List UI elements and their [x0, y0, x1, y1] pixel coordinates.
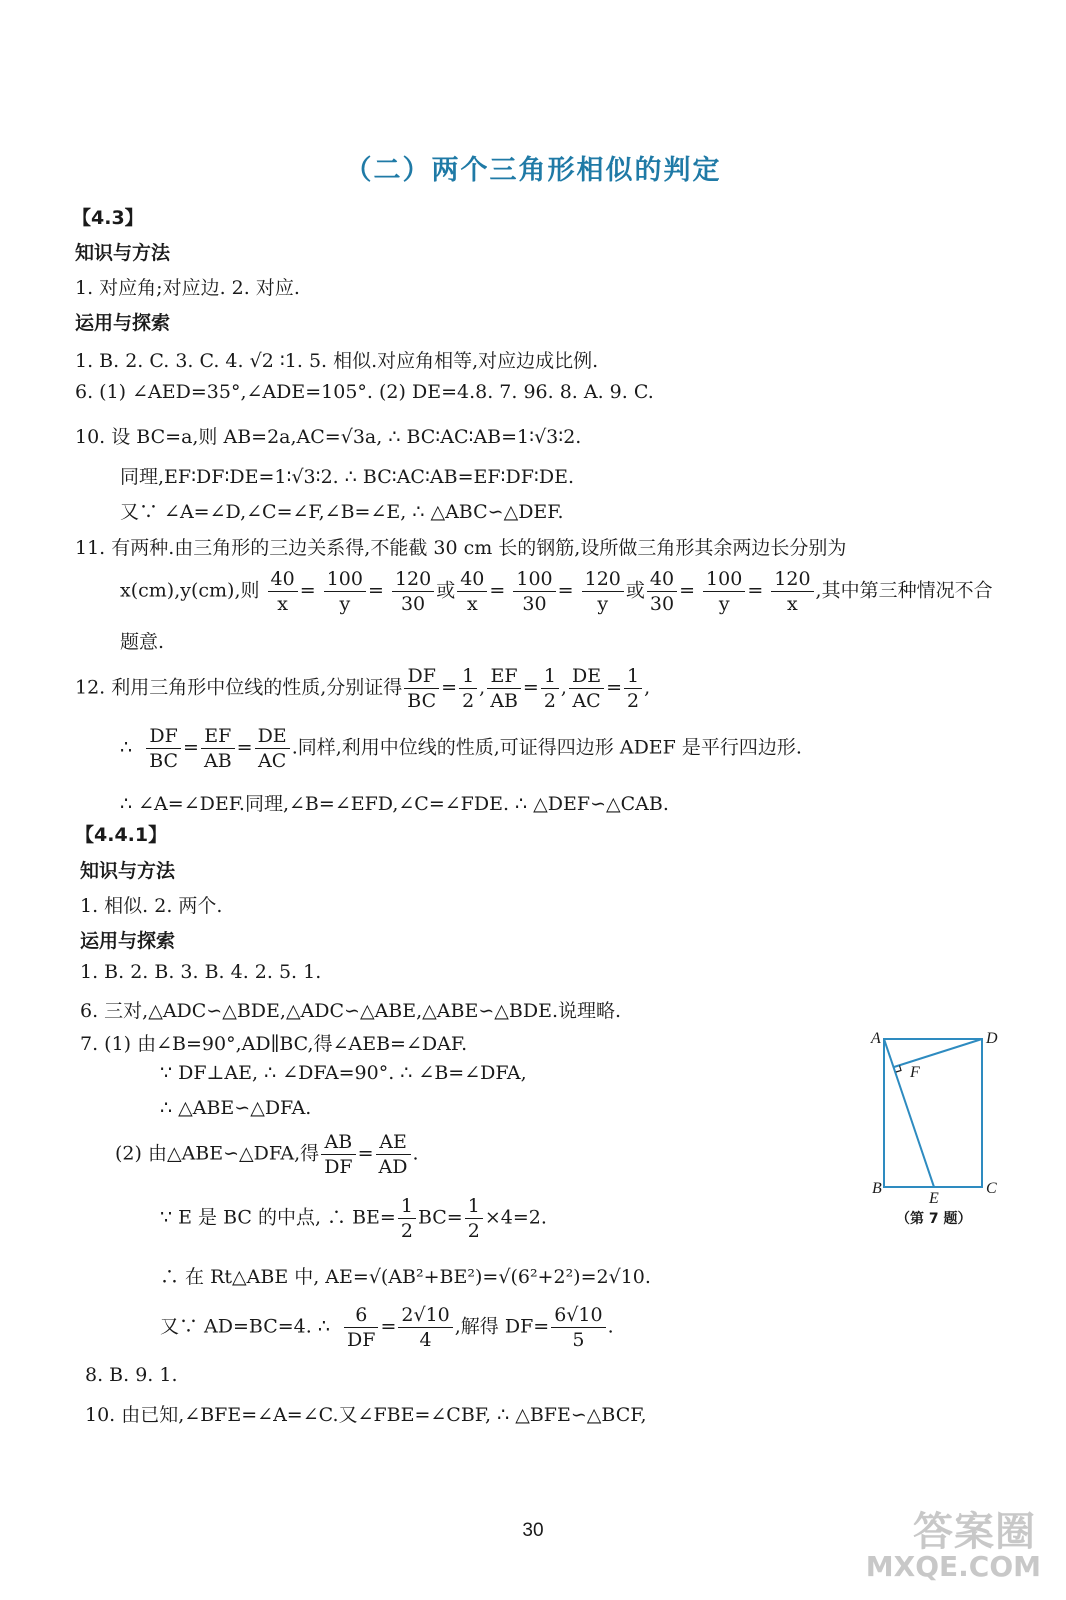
- denominator: 2: [467, 1220, 480, 1242]
- numerator: AE: [376, 1130, 411, 1155]
- watermark-url: MXQE.COM: [865, 1550, 1041, 1583]
- numerator: 100: [513, 567, 555, 592]
- answer-line: 8. B. 9. 1.: [85, 1364, 178, 1386]
- fraction: [398, 1194, 416, 1243]
- denominator: 30: [522, 593, 547, 615]
- label-a: A: [871, 1030, 881, 1047]
- denominator: AC: [572, 690, 601, 712]
- text: ×4=2.: [484, 1206, 547, 1229]
- section-header-4-3: 【4.3】: [72, 207, 144, 229]
- answer-line: 6. (1) ∠AED=35°,∠ADE=105°. (2) DE=4.8. 7. 96. 8. A. 9. C.: [75, 381, 654, 403]
- answer-line-fractions: 又∵ AD=BC=4. ∴ $\frac{6}{DF}$ = $\frac{2√10}{4}$ ,解得 DF= $\frac{6√10}{5}$ .: [160, 1304, 614, 1351]
- numerator: 100: [703, 567, 745, 592]
- subheading-knowledge: 知识与方法: [75, 242, 171, 264]
- answer-line-fractions: ∴ $\frac{DF}{BC}$ = $\frac{EF}{AB}$ = $\frac{DE}{AC}$ .同样,利用中位线的性质,可证得四边形 ADEF 是平行四边形.: [120, 725, 802, 772]
- numerator: EF: [201, 724, 235, 749]
- text: 或: [625, 579, 645, 602]
- denominator: AD: [378, 1156, 408, 1178]
- numerator: 100: [324, 567, 366, 592]
- numerator: DE: [569, 664, 604, 689]
- denominator: DF: [324, 1156, 353, 1178]
- text: .同样,利用中位线的性质,可证得四边形 ADEF 是平行四边形.: [291, 736, 802, 759]
- numerator: DF: [404, 664, 439, 689]
- segment-df: [894, 1039, 982, 1067]
- fraction: [541, 664, 559, 713]
- answer-line: 10. 由已知,∠BFE=∠A=∠C.又∠FBE=∠CBF, ∴ △BFE∽△BCF,: [85, 1404, 647, 1426]
- numerator: 40: [268, 567, 298, 592]
- numerator: 1: [398, 1194, 416, 1219]
- text: ,其中第三种情况不合: [815, 579, 993, 602]
- rectangle-figure: [866, 1025, 1006, 1230]
- denominator: 2: [400, 1220, 413, 1242]
- fraction: [771, 567, 813, 616]
- denominator: 30: [649, 593, 675, 615]
- fraction: [647, 567, 677, 616]
- numerator: 6√10: [551, 1303, 605, 1328]
- fraction: [551, 1303, 605, 1352]
- answer-line: 题意.: [120, 631, 165, 653]
- denominator: AB: [490, 690, 518, 712]
- fraction: [376, 1130, 411, 1179]
- subheading-application: 运用与探索: [75, 312, 171, 334]
- text: 又∵ AD=BC=4. ∴: [160, 1315, 330, 1338]
- answer-line: ∴ △ABE∽△DFA.: [160, 1097, 312, 1119]
- text: ,解得 DF=: [454, 1315, 550, 1338]
- denominator: 2: [543, 690, 556, 712]
- fraction: [201, 724, 235, 773]
- answer-line-fractions: (2) 由△ABE∽△DFA,得 $\frac{AB}{DF}$ = $\frac{AE}{AD}$ .: [115, 1131, 419, 1178]
- fraction: [513, 567, 555, 616]
- denominator: 4: [419, 1329, 432, 1351]
- denominator: y: [597, 593, 609, 615]
- numerator: 120: [771, 567, 813, 592]
- fraction: [703, 567, 745, 616]
- answer-line: ∴ 在 Rt△ABE 中, AE=√(AB²+BE²)=√(6²+2²)=2√10.: [160, 1266, 651, 1288]
- label-f: F: [910, 1064, 920, 1081]
- answer-line: 1. B. 2. C. 3. C. 4. √2 ∶1. 5. 相似.对应角相等,对应边成比例.: [75, 350, 599, 372]
- fraction: [582, 567, 624, 616]
- denominator: x: [787, 593, 798, 615]
- fraction: [255, 724, 290, 773]
- fraction: [465, 1194, 483, 1243]
- denominator: x: [466, 593, 478, 615]
- numerator: EF: [487, 664, 521, 689]
- answer-line: 7. (1) 由∠B=90°,AD∥BC,得∠AEB=∠DAF.: [80, 1033, 468, 1055]
- numerator: 40: [457, 567, 487, 592]
- text: x(cm),y(cm),则: [120, 579, 260, 602]
- answer-line: ∵ DF⊥AE, ∴ ∠DFA=90°. ∴ ∠B=∠DFA,: [160, 1062, 527, 1084]
- numerator: 40: [647, 567, 677, 592]
- answer-line: 10. 设 BC=a,则 AB=2a,AC=√3a, ∴ BC∶AC∶AB=1∶√3∶2.: [75, 426, 582, 448]
- denominator: x: [277, 593, 288, 615]
- text: 12. 利用三角形中位线的性质,分别证得: [75, 676, 403, 699]
- numerator: 1: [465, 1194, 483, 1219]
- denominator: AB: [203, 750, 232, 772]
- text: (2) 由△ABE∽△DFA,得: [115, 1142, 320, 1165]
- fraction: [268, 567, 298, 616]
- numerator: AB: [321, 1130, 355, 1155]
- section-header-4-4-1: 【4.4.1】: [75, 824, 168, 846]
- fraction: [321, 1130, 355, 1179]
- answer-line: ∴ ∠A=∠DEF.同理,∠B=∠EFD,∠C=∠FDE. ∴ △DEF∽△CAB.: [120, 793, 669, 815]
- fraction: [344, 1303, 378, 1352]
- denominator: BC: [407, 690, 437, 712]
- denominator: 5: [572, 1329, 585, 1351]
- numerator: DF: [146, 724, 181, 749]
- fraction: [398, 1303, 452, 1352]
- watermark-logo: 答案圈: [913, 1509, 1036, 1555]
- answer-line-fractions: [160, 1194, 547, 1243]
- answer-line: 11. 有两种.由三角形的三边关系得,不能截 30 cm 长的钢筋,设所做三角形其余两边长分别为: [75, 537, 847, 559]
- fraction: [569, 664, 604, 713]
- numerator: 1: [459, 664, 477, 689]
- text: ∵ E 是 BC 的中点, ∴ BE=: [160, 1206, 396, 1229]
- fraction: [324, 567, 366, 616]
- denominator: BC: [149, 750, 179, 772]
- label-b: B: [872, 1180, 882, 1197]
- subheading-knowledge: 知识与方法: [80, 860, 176, 882]
- text: 或: [436, 579, 456, 602]
- text: BC=: [417, 1206, 463, 1229]
- label-e: E: [929, 1190, 939, 1207]
- denominator: 2: [627, 690, 640, 712]
- rectangle-abcd: [884, 1039, 982, 1187]
- answer-line: 6. 三对,△ADC∽△BDE,△ADC∽△ABE,△ABE∽△BDE.说理略.: [80, 1000, 622, 1022]
- text: ∴: [120, 736, 133, 759]
- numerator: 120: [392, 567, 434, 592]
- denominator: 2: [462, 690, 475, 712]
- subheading-application: 运用与探索: [80, 930, 176, 952]
- fraction: [457, 567, 487, 616]
- label-c: C: [986, 1180, 997, 1197]
- fraction: [459, 664, 477, 713]
- numerator: 2√10: [398, 1303, 452, 1328]
- answer-line: 同理,EF∶DF∶DE=1∶√3∶2. ∴ BC∶AC∶AB=EF∶DF∶DE.: [120, 466, 574, 488]
- fraction: [404, 664, 439, 713]
- denominator: y: [718, 593, 730, 615]
- answer-line: 1. B. 2. B. 3. B. 4. 2. 5. 1.: [80, 961, 322, 983]
- denominator: AC: [258, 750, 287, 772]
- answer-line-fractions: x(cm),y(cm),则 $\frac{40}{x}$ = $\frac{100}{y}$ = $\frac{120}{30}$ 或 $\frac{40}{x}$ = $\frac{100}{30}$ = $\frac{120}{y}$ 或 $\frac{40}{30}$ = $\frac{100}{y}$ = $\frac{120}{x}$ ,其中第三种情况不合: [120, 568, 993, 615]
- fraction: [624, 664, 642, 713]
- answer-line-fractions: 12. 利用三角形中位线的性质,分别证得 $\frac{DF}{BC}$ = $\frac{1}{2}$ , $\frac{EF}{AB}$ = $\frac{1}{2}$ , $\frac{DE}{AC}$ = $\frac{1}{2}$ ,: [75, 665, 651, 712]
- fraction: [487, 664, 521, 713]
- answer-line: 又∵ ∠A=∠D,∠C=∠F,∠B=∠E, ∴ △ABC∽△DEF.: [120, 501, 564, 523]
- numerator: 1: [541, 664, 559, 689]
- page-number: 30: [522, 1520, 544, 1541]
- numerator: 6: [344, 1303, 378, 1328]
- page-title: （二）两个三角形相似的判定: [344, 155, 722, 186]
- fraction: [392, 567, 434, 616]
- answer-line: 1. 对应角;对应边. 2. 对应.: [75, 277, 300, 299]
- answer-line: 1. 相似. 2. 两个.: [80, 895, 223, 917]
- figure-caption: （第 7 题）: [896, 1211, 972, 1227]
- denominator: 30: [400, 593, 426, 615]
- label-d: D: [986, 1030, 998, 1047]
- numerator: 1: [624, 664, 642, 689]
- denominator: DF: [347, 1329, 376, 1351]
- fraction: [146, 724, 181, 773]
- denominator: y: [339, 593, 351, 615]
- numerator: DE: [255, 724, 290, 749]
- numerator: 120: [582, 567, 624, 592]
